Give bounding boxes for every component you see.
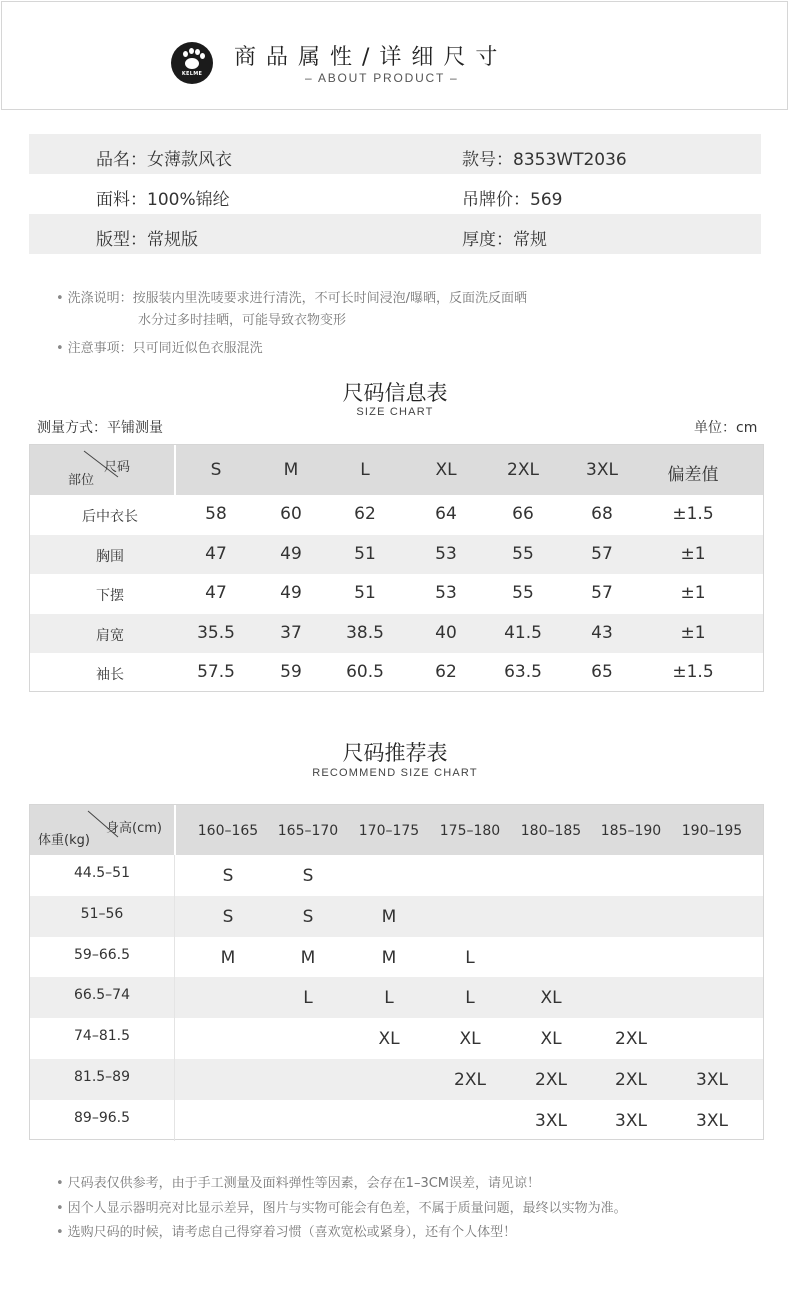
recommend-chart-subtitle: RECOMMEND SIZE CHART <box>312 767 478 779</box>
recommend-chart-table <box>29 804 764 1140</box>
column-divider <box>174 805 176 855</box>
table-cell: 2XL <box>535 1070 567 1090</box>
attribute-row <box>29 134 761 174</box>
product-attributes <box>29 134 761 254</box>
table-cell: 2XL <box>454 1070 486 1090</box>
attribute-row <box>29 174 761 214</box>
corner-diagonal <box>30 445 176 495</box>
table-cell: 47 <box>205 543 227 564</box>
table-row <box>30 614 763 654</box>
row-label: 44.5–51 <box>74 865 130 881</box>
table-cell: 55 <box>512 583 534 603</box>
table-cell: 55 <box>512 543 534 564</box>
paw-toe <box>200 53 205 59</box>
table-cell: L <box>303 988 313 1009</box>
table-cell: 57.5 <box>197 662 235 682</box>
table-cell: XL <box>459 1029 481 1050</box>
table-cell: 40 <box>435 622 457 643</box>
table-cell: 3XL <box>535 1110 567 1131</box>
style-number: 款号：8353WT2036 <box>462 150 627 170</box>
row-label: 肩宽 <box>96 627 124 644</box>
logo-text: KELME <box>181 71 203 77</box>
table-cell: 60.5 <box>346 662 384 682</box>
table-cell: 66 <box>512 504 534 524</box>
table-cell: 58 <box>205 504 227 524</box>
table-cell: 62 <box>435 662 457 682</box>
table-row <box>30 937 763 978</box>
table-row <box>30 535 763 575</box>
column-header: 3XL <box>586 460 618 480</box>
page-subtitle: – ABOUT PRODUCT – <box>305 71 459 85</box>
paw-toe <box>183 51 188 57</box>
table-cell: 60 <box>280 504 302 524</box>
row-label: 胸围 <box>96 548 124 565</box>
table-row <box>30 896 763 937</box>
table-row <box>30 653 763 693</box>
table-cell: L <box>384 988 394 1009</box>
table-cell: S <box>222 906 234 927</box>
row-label: 66.5–74 <box>74 987 130 1004</box>
fit-type: 版型：常规版 <box>96 230 198 250</box>
measure-method: 测量方式：平铺测量 <box>37 420 163 436</box>
table-cell: S <box>302 866 314 886</box>
table-row <box>30 1059 763 1100</box>
table-cell: 2XL <box>615 1029 647 1050</box>
table-cell: M <box>220 947 236 968</box>
table-cell: 3XL <box>696 1070 728 1090</box>
column-header: L <box>360 460 370 480</box>
footer-note: • 尺码表仅供参考，由于手工测量及面料弹性等因素，会存在1–3CM误差，请见谅！ <box>56 1172 540 1191</box>
table-cell: 62 <box>354 504 376 524</box>
table-cell: 35.5 <box>197 622 235 643</box>
column-header: 160–165 <box>197 823 259 839</box>
row-label: 74–81.5 <box>74 1028 130 1045</box>
column-header: 165–170 <box>277 823 339 839</box>
table-row <box>30 495 763 535</box>
row-label: 下摆 <box>96 588 124 604</box>
table-cell: 68 <box>591 504 613 524</box>
column-header: XL <box>435 460 457 480</box>
paw-toe <box>189 48 194 54</box>
size-chart-title: 尺码信息表 <box>342 381 448 405</box>
table-cell: ±1 <box>680 543 706 564</box>
unit-label: 单位：cm <box>694 420 758 436</box>
column-header: 2XL <box>507 460 539 480</box>
table-cell: 47 <box>205 583 227 603</box>
corner-bottom-label: 体重(kg) <box>38 833 90 848</box>
table-cell: XL <box>378 1029 400 1050</box>
size-chart-subtitle: SIZE CHART <box>356 406 434 418</box>
column-header: 180–185 <box>520 823 582 839</box>
column-header: 190–195 <box>681 823 743 839</box>
row-label: 51–56 <box>80 905 124 922</box>
table-cell: ±1.5 <box>672 504 714 524</box>
table-cell: 65 <box>591 662 613 682</box>
table-cell: 38.5 <box>346 622 384 643</box>
wash-instructions-cont: 水分过多时挂晒，可能导致衣物变形 <box>138 313 347 328</box>
column-header: 170–175 <box>358 823 420 839</box>
page-title: 商品属性/详细尺寸 <box>234 45 508 70</box>
table-cell: 57 <box>591 583 613 603</box>
footer-note: • 选购尺码的时候，请考虑自己得穿着习惯（喜欢宽松或紧身），还有个人体型！ <box>56 1221 516 1240</box>
table-cell: 3XL <box>615 1110 647 1131</box>
column-header: 偏差值 <box>667 465 719 485</box>
table-cell: 63.5 <box>504 662 542 682</box>
attention-note: • 注意事项：只可同近似色衣服混洗 <box>56 337 263 356</box>
column-header: 175–180 <box>439 823 501 839</box>
paw-icon <box>185 58 199 69</box>
table-cell: 43 <box>591 622 613 643</box>
table-cell: 51 <box>354 543 376 564</box>
table-cell: S <box>222 866 234 886</box>
table-cell: 37 <box>280 622 302 643</box>
row-label: 袖长 <box>96 667 124 683</box>
table-cell: M <box>381 947 397 968</box>
row-label: 89–96.5 <box>74 1109 130 1126</box>
corner-bottom-label: 部位 <box>68 473 95 488</box>
corner-top-label: 身高(cm) <box>106 821 162 836</box>
attribute-row <box>29 214 761 254</box>
table-cell: 53 <box>435 583 457 603</box>
product-name: 品名：女薄款风衣 <box>96 150 232 170</box>
table-cell: XL <box>540 988 562 1009</box>
table-cell: 51 <box>354 583 376 603</box>
table-cell: 59 <box>280 662 302 682</box>
footer-note: • 因个人显示器明亮对比显示差异，图片与实物可能会有色差，不属于质量问题，最终以实物为准。 <box>56 1197 627 1216</box>
table-row <box>30 1018 763 1059</box>
fabric: 面料：100%锦纶 <box>96 190 230 210</box>
table-cell: 41.5 <box>504 622 542 643</box>
column-divider <box>174 445 176 495</box>
row-label: 81.5–89 <box>74 1069 130 1085</box>
table-cell: S <box>302 906 314 927</box>
table-row <box>30 977 763 1018</box>
table-cell: 53 <box>435 543 457 564</box>
column-header: 185–190 <box>600 823 662 839</box>
row-label: 后中衣长 <box>82 509 138 525</box>
table-cell: M <box>300 947 316 968</box>
header-banner <box>1 1 788 110</box>
column-header: S <box>210 460 222 480</box>
tag-price: 吊牌价：569 <box>462 190 563 210</box>
table-cell: 49 <box>280 543 302 564</box>
column-header: M <box>283 460 299 480</box>
table-header-row <box>30 805 763 855</box>
table-cell: 49 <box>280 583 302 603</box>
table-cell: 57 <box>591 543 613 564</box>
table-cell: L <box>465 988 475 1009</box>
table-row <box>30 855 763 896</box>
kelme-logo <box>171 42 213 84</box>
recommend-chart-title: 尺码推荐表 <box>342 741 448 765</box>
table-cell: M <box>381 906 397 927</box>
table-header-row <box>30 445 763 495</box>
table-cell: XL <box>540 1029 562 1050</box>
corner-top-label: 尺码 <box>104 460 131 475</box>
wash-instructions: • 洗涤说明：按服装内里洗唛要求进行清洗，不可长时间浸泡/曝晒，反面洗反面晒 <box>56 287 527 306</box>
table-cell: ±1 <box>680 583 706 603</box>
row-label: 59–66.5 <box>74 946 130 963</box>
size-chart-table <box>29 444 764 692</box>
table-cell: L <box>465 947 475 968</box>
table-cell: 3XL <box>696 1110 728 1131</box>
table-cell: 64 <box>435 504 457 524</box>
table-cell: ±1.5 <box>672 662 714 682</box>
table-row <box>30 1100 763 1141</box>
column-divider <box>174 855 175 1141</box>
table-cell: ±1 <box>680 622 706 643</box>
thickness: 厚度：常规 <box>462 230 547 250</box>
table-cell: 2XL <box>615 1070 647 1090</box>
table-row <box>30 574 763 614</box>
